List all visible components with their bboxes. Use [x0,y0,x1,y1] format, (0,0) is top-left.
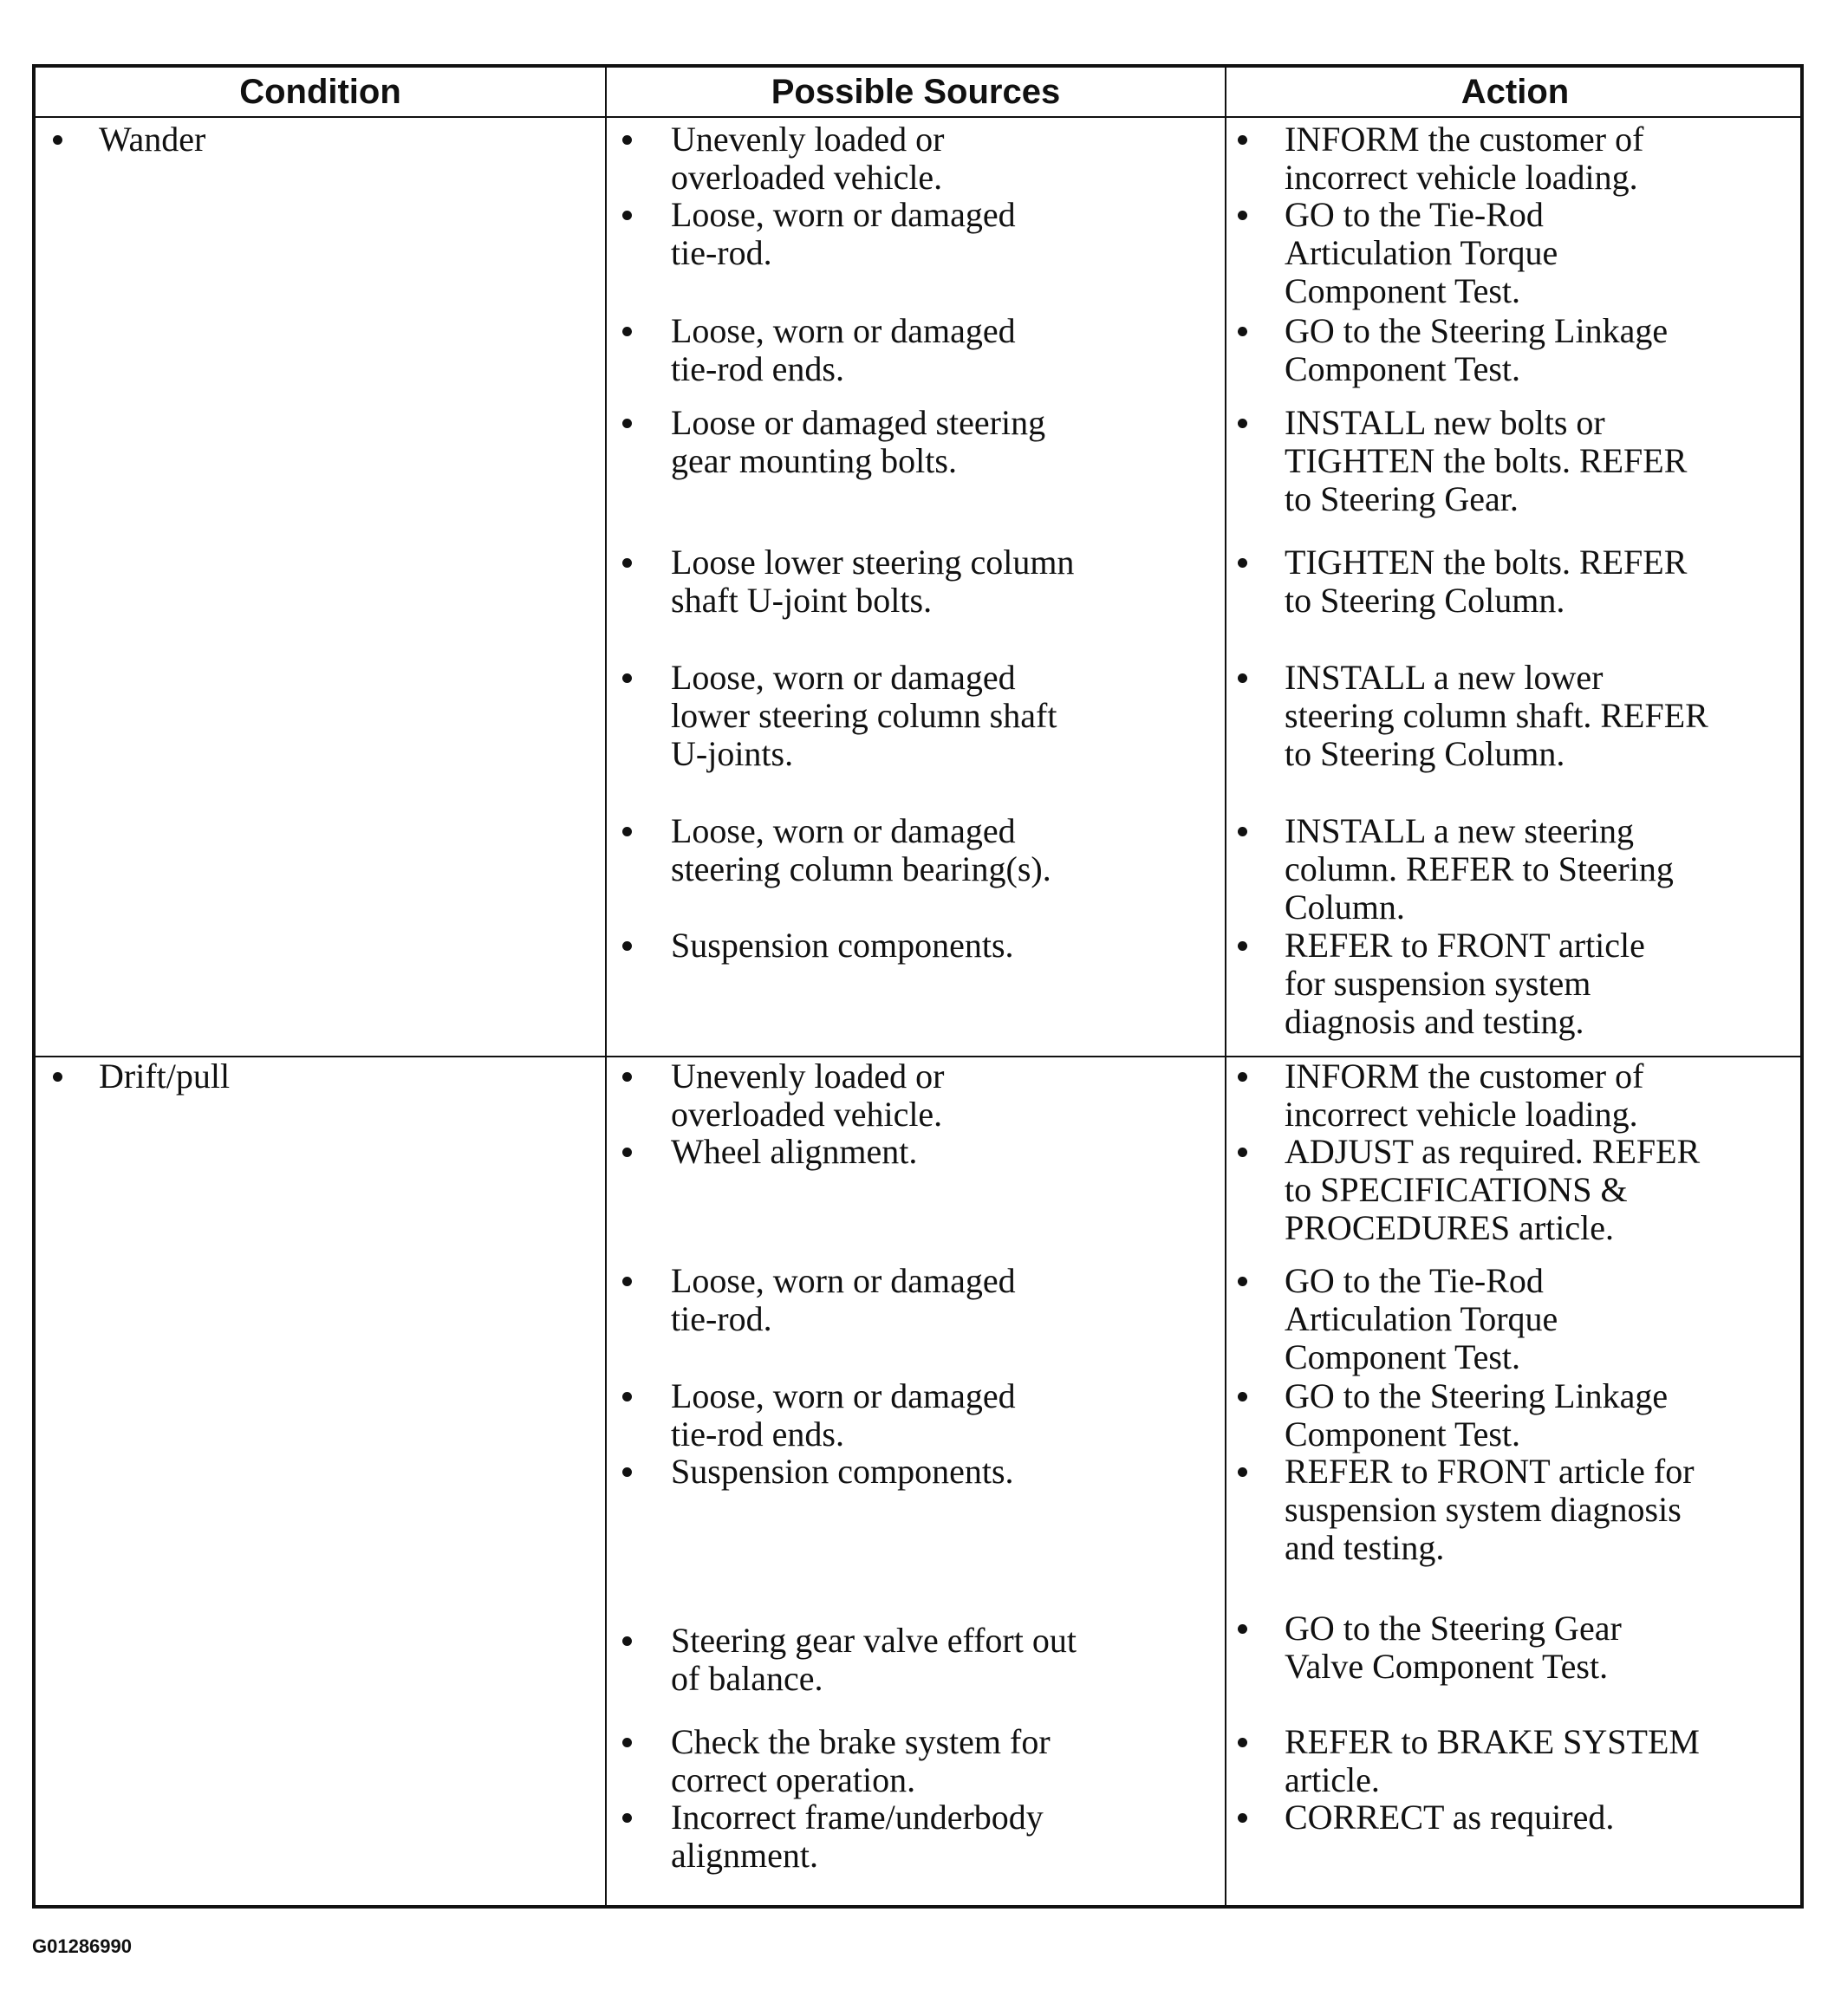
action-item-text: for suspension system [1285,964,1591,1003]
action-item-text: to Steering Column. [1285,734,1565,773]
bullet-icon [1238,211,1247,220]
bullet-icon [622,1636,632,1646]
bullet-icon [622,327,632,336]
bullet-icon [622,558,632,568]
source-item-text: Unevenly loaded or [671,1057,945,1096]
source-item-text: overloaded vehicle. [671,158,943,197]
action-item-text: Component Test. [1285,1337,1521,1376]
source-item-text: Suspension components. [671,926,1014,965]
source-item-text: shaft U-joint bolts. [671,581,933,620]
source-item-text: Loose, worn or damaged [671,811,1016,850]
bullet-icon [1238,1148,1247,1157]
source-item-text: Loose, worn or damaged [671,1261,1016,1300]
bullet-icon [622,1813,632,1823]
bullet-icon [622,1738,632,1747]
action-item-text: GO to the Steering Gear [1285,1609,1622,1648]
action-item-text: column. REFER to Steering [1285,849,1674,888]
action-item-text: GO to the Tie-Rod [1285,1261,1544,1300]
action-item-text: Component Test. [1285,271,1521,310]
bullet-icon [1238,1467,1247,1477]
header-possible-sources: Possible Sources [771,72,1061,111]
action-item-text: INFORM the customer of [1285,1057,1644,1096]
bullet-icon [622,135,632,145]
action-item-text: Column. [1285,888,1405,927]
bullet-icon [622,1392,632,1401]
action-item-text: Articulation Torque [1285,1299,1558,1338]
action-item-text: GO to the Steering Linkage [1285,311,1669,350]
source-item-text: Suspension components. [671,1452,1014,1491]
bullet-icon [1238,327,1247,336]
source-item-text: of balance. [671,1659,823,1698]
condition-text: Wander [99,120,206,159]
source-item-text: tie-rod. [671,1299,772,1338]
header-action: Action [1460,72,1570,111]
source-item-text: tie-rod. [671,233,772,272]
source-item-text: overloaded vehicle. [671,1095,943,1134]
header-divider [36,116,1800,118]
header-condition: Condition [239,72,401,111]
bullet-icon [1238,419,1247,428]
bullet-icon [1238,135,1247,145]
action-item-text: PROCEDURES article. [1285,1208,1614,1247]
action-item-text: steering column shaft. REFER [1285,696,1708,735]
action-item-text: diagnosis and testing. [1285,1002,1584,1041]
action-item-text: suspension system diagnosis [1285,1490,1682,1529]
action-item-text: TIGHTEN the bolts. REFER [1285,441,1688,480]
bullet-icon [622,673,632,683]
bullet-icon [1238,941,1247,951]
source-item-text: gear mounting bolts. [671,441,957,480]
source-item-text: Steering gear valve effort out [671,1621,1077,1660]
bullet-icon [1238,1813,1247,1823]
source-item-text: Check the brake system for [671,1722,1051,1761]
bullet-icon [622,827,632,836]
source-item-text: Loose lower steering column [671,543,1075,582]
bullet-icon [622,941,632,951]
action-item-text: to Steering Gear. [1285,479,1519,518]
bullet-icon [1238,1738,1247,1747]
bullet-icon [622,211,632,220]
action-item-text: REFER to BRAKE SYSTEM [1285,1722,1700,1761]
source-item-text: tie-rod ends. [671,349,844,388]
action-item-text: REFER to FRONT article [1285,926,1645,965]
action-item-text: CORRECT as required. [1285,1798,1615,1837]
bullet-icon [1238,827,1247,836]
action-item-text: incorrect vehicle loading. [1285,158,1638,197]
action-item-text: INSTALL a new steering [1285,811,1634,850]
source-item-text: Wheel alignment. [671,1132,918,1171]
action-item-text: GO to the Steering Linkage [1285,1376,1669,1415]
action-item-text: Component Test. [1285,349,1521,388]
action-item-text: incorrect vehicle loading. [1285,1095,1638,1134]
bullet-icon [1238,1392,1247,1401]
bullet-icon [622,1148,632,1157]
bullet-icon [622,1277,632,1286]
column-divider [1225,68,1226,1905]
bullet-icon [622,1072,632,1082]
source-item-text: Incorrect frame/underbody [671,1798,1044,1837]
bullet-icon [53,1072,62,1082]
action-item-text: to Steering Column. [1285,581,1565,620]
condition-text: Drift/pull [99,1057,231,1096]
bullet-icon [1238,1072,1247,1082]
bullet-icon [1238,1624,1247,1634]
action-item-text: Component Test. [1285,1414,1521,1453]
action-item-text: article. [1285,1760,1380,1799]
source-item-text: Loose or damaged steering [671,403,1046,442]
action-item-text: Valve Component Test. [1285,1647,1609,1686]
source-item-text: Unevenly loaded or [671,120,945,159]
bullet-icon [1238,1277,1247,1286]
source-item-text: lower steering column shaft [671,696,1057,735]
bullet-icon [622,419,632,428]
source-item-text: Loose, worn or damaged [671,195,1016,234]
bullet-icon [622,1467,632,1477]
troubleshooting-table [32,64,1804,1909]
action-item-text: and testing. [1285,1528,1445,1567]
action-item-text: INSTALL new bolts or [1285,403,1605,442]
bullet-icon [1238,558,1247,568]
source-item-text: alignment. [671,1836,818,1875]
bullet-icon [1238,673,1247,683]
action-item-text: GO to the Tie-Rod [1285,195,1544,234]
source-item-text: U-joints. [671,734,794,773]
action-item-text: INFORM the customer of [1285,120,1644,159]
source-item-text: Loose, worn or damaged [671,311,1016,350]
action-item-text: Articulation Torque [1285,233,1558,272]
source-item-text: Loose, worn or damaged [671,1376,1016,1415]
action-item-text: ADJUST as required. REFER [1285,1132,1701,1171]
action-item-text: to SPECIFICATIONS & [1285,1170,1628,1209]
action-item-text: TIGHTEN the bolts. REFER [1285,543,1688,582]
source-item-text: correct operation. [671,1760,916,1799]
action-item-text: REFER to FRONT article for [1285,1452,1695,1491]
source-item-text: Loose, worn or damaged [671,658,1016,697]
bullet-icon [53,135,62,145]
source-item-text: steering column bearing(s). [671,849,1051,888]
action-item-text: INSTALL a new lower [1285,658,1604,697]
figure-id: G01286990 [32,1935,132,1957]
source-item-text: tie-rod ends. [671,1414,844,1453]
column-divider [605,68,607,1905]
